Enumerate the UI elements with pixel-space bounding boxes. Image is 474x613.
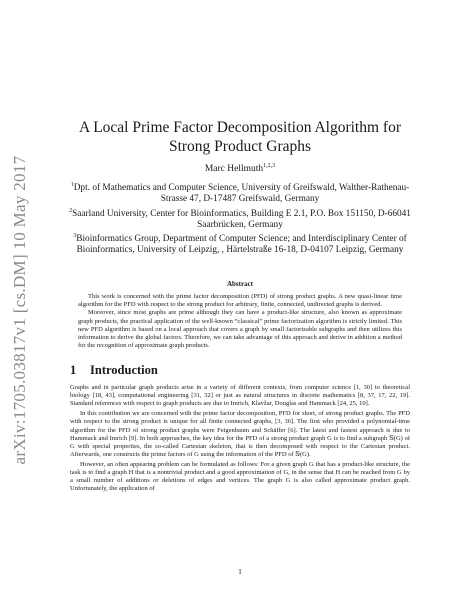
affiliation-text: Dpt. of Mathematics and Computer Science, University of Greifswald, Walther-Rathenau-Strasse 47, D-17487 Greifswald, Germany: [73, 183, 410, 205]
author-line: [70, 163, 410, 174]
affiliation-mark: 3: [73, 233, 77, 239]
section-body: [70, 384, 410, 495]
section-heading: [70, 363, 410, 378]
arxiv-id-text: arXiv:1705.03817v1 [cs.DM] 10 May 2017: [10, 155, 29, 465]
affiliation-3: [62, 231, 418, 257]
affiliation-mark: 1: [70, 182, 74, 188]
author-name: Marc Hellmuth: [204, 164, 264, 175]
paper-title: A Local Prime Factor Decomposition Algorithm for Strong Product Graphs: [78, 119, 401, 155]
abstract-body: [78, 293, 402, 350]
body-paragraph: In this contribution we are concerned with the prime factor decomposition, PFD for short, of strong product graphs. The PFD with respect to the strong product is unique for all finite connected graphs, [3, 36]. The first who provided a polynomial-time algorithm for the PFD of strong product graphs were Feigenbaum and Schäffer [6]. The latest and fastest approach is due to Hammack and Imrich [9]. In both approaches, the key idea for the PFD of a strong product graph G is to find a subgraph 𝕊(G) of G with special properties, the so-called Cartesian skeleton, that is then decomposed with respect to the Cartesian product. Afterwards, one constructs the prime factors of G using the information of the PFD of 𝕊(G).: [70, 410, 410, 459]
author-affiliation-marks: 1,2,3: [263, 163, 276, 169]
section-title: Introduction: [90, 363, 158, 377]
paper-page: [70, 0, 410, 613]
abstract-heading: Abstract: [226, 280, 254, 288]
body-paragraph: Graphs and in particular graph products arise in a variety of different contexts, from computer science [1, 30] to theoretical biology [18, 43], computational engineering [31, 32] or just as natural structures in discrete mathematics [8, 37, 17, 22, 19]. Standard references with respect to graph products are due to Imrich, Klavžar, Douglas and Hammack [24, 25, 10].: [70, 384, 410, 408]
affiliation-mark: 2: [69, 207, 73, 214]
abstract-paragraph: Moreover, since most graphs are prime although they can have a product-like structure, also known as approximate graph products, the practical application of the well-known “classical” prime factorization algorithm is strictly limited. This new PFD algorithm is based on a local approach that covers a graph by small factorizable subgraphs and then utilizes this information to derive the global factors. Therefore, we can take advantage of this approach and derive in addition a method for the recognition of approximate graph products.: [78, 309, 402, 350]
section-number: 1: [70, 363, 77, 377]
affiliations: [62, 180, 418, 257]
page-number: 1: [238, 567, 242, 576]
affiliation-1: [62, 180, 418, 206]
affiliation-2: [62, 206, 418, 232]
affiliation-text: Saarland University, Center for Bioinformatics, Building E 2.1, P.O. Box 151150, D-66041 Saarbrücken, Germany: [72, 208, 411, 230]
arxiv-sidebar-identifier: [3, 140, 37, 480]
body-paragraph: However, an often appearing problem can be formulated as follows: For a given graph G that has a product-like structure, the task is to find a graph H that is a nontrivial product and a good approximation of G, in the sense that H can be reached from G by a small number of additions or deletions of edges and vertices. The graph G is also called approximate product graph. Unfortunately, the application of: [70, 460, 410, 493]
abstract-paragraph: This work is concerned with the prime factor decomposition (PFD) of strong product graphs. A new quasi-linear time algorithm for the PFD with respect to the strong product for arbitrary, finite, connected, undirected graphs is derived.: [78, 293, 402, 309]
affiliation-text: Bioinformatics Group, Department of Computer Science; and Interdisciplinary Center of Bioinformatics, University of Leipzig, , Härtelstraße 16-18, D-04107 Leipzig, Germany: [76, 234, 407, 256]
